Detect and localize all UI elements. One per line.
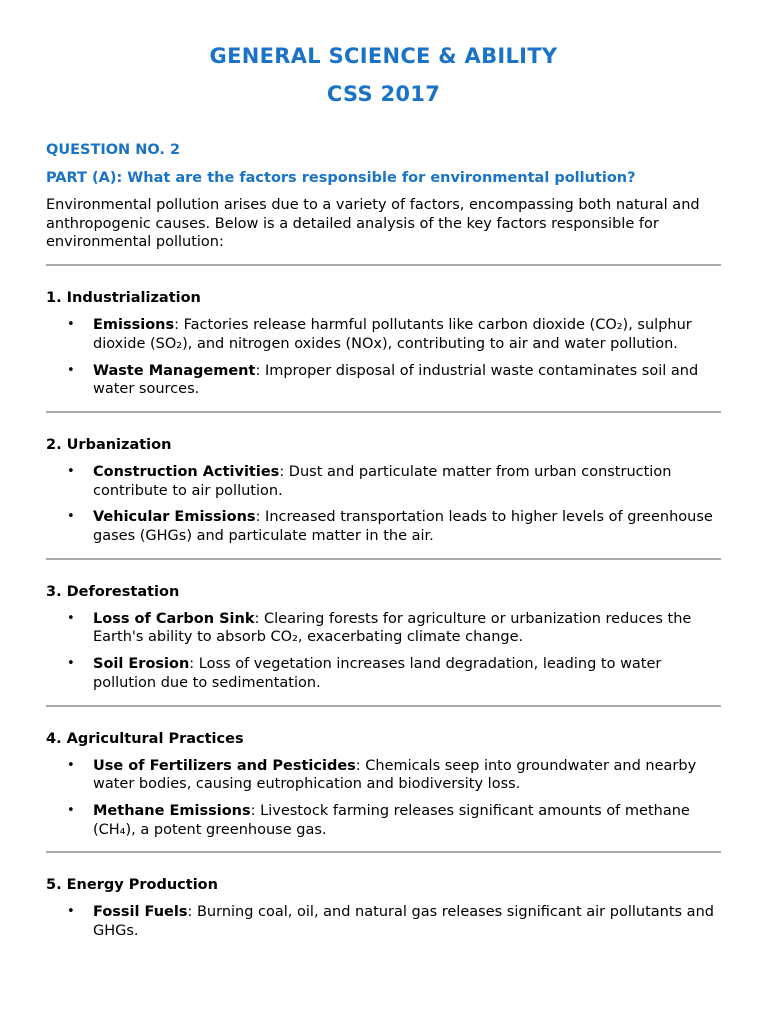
- list-item: [46, 655, 721, 692]
- section-title: 4. Agricultural Practices: [46, 730, 244, 747]
- section-title: 1. Industrialization: [46, 290, 201, 307]
- bullet-icon: •: [67, 610, 75, 626]
- bullet-list: [46, 903, 721, 940]
- bullet-icon: •: [67, 463, 75, 479]
- item-term: Loss of Carbon Sink: [93, 610, 255, 627]
- bullet-list: [46, 610, 721, 693]
- document-title: GENERAL SCIENCE & ABILITY: [209, 44, 558, 68]
- section-industrialization: [46, 288, 721, 413]
- list-item: [46, 903, 721, 940]
- section-divider: [46, 264, 721, 266]
- item-text: : Dust and particulate matter from urban construction contribute to air pollution.: [93, 463, 672, 499]
- list-item: [46, 757, 721, 794]
- item-term: Methane Emissions: [93, 802, 251, 819]
- bullet-icon: •: [67, 904, 75, 920]
- section-urbanization: [46, 435, 721, 560]
- bullet-list: [46, 463, 721, 546]
- section-energy-production: [46, 875, 721, 940]
- list-item: [46, 802, 721, 839]
- bullet-list: [46, 316, 721, 399]
- section-divider: [46, 851, 721, 853]
- item-term: Construction Activities: [93, 463, 280, 480]
- item-term: Fossil Fuels: [93, 904, 188, 921]
- bullet-icon: •: [67, 757, 75, 773]
- section-title: 3. Deforestation: [46, 583, 180, 600]
- section-agricultural-practices: [46, 729, 721, 854]
- bullet-icon: •: [67, 362, 75, 378]
- intro-paragraph: Environmental pollution arises due to a variety of factors, encompassing both natural and anthropogenic causes. Below is a detailed analysis of the key factors responsible for environmental pollution:: [46, 197, 700, 251]
- bullet-list: [46, 757, 721, 840]
- bullet-icon: •: [67, 656, 75, 672]
- list-item: [46, 508, 721, 545]
- section-title: 2. Urbanization: [46, 436, 172, 453]
- item-text: : Burning coal, oil, and natural gas releases significant air pollutants and GHGs.: [93, 904, 714, 940]
- item-text: : Livestock farming releases significant amounts of methane (CH₄), a potent greenhouse gas.: [93, 802, 690, 838]
- item-text: : Loss of vegetation increases land degradation, leading to water pollution due to sedimentation.: [93, 656, 662, 691]
- item-term: Emissions: [93, 317, 175, 334]
- section-divider: [46, 411, 721, 413]
- item-text: : Improper disposal of industrial waste contaminates soil and water sources.: [93, 362, 699, 398]
- list-item: [46, 362, 721, 399]
- list-item: [46, 463, 721, 500]
- question-number: QUESTION NO. 2: [46, 142, 181, 158]
- item-text: : Clearing forests for agriculture or urbanization reduces the Earth's ability to absorb CO₂, exacerbating climate change.: [93, 610, 692, 646]
- document-subtitle: CSS 2017: [326, 82, 441, 106]
- list-item: [46, 610, 721, 647]
- bullet-icon: •: [67, 509, 75, 525]
- item-term: Waste Management: [93, 362, 256, 379]
- item-term: Use of Fertilizers and Pesticides: [93, 757, 356, 774]
- section-divider: [46, 705, 721, 707]
- list-item: [46, 316, 721, 353]
- bullet-icon: •: [67, 317, 75, 333]
- part-heading: PART (A): What are the factors responsible for environmental pollution?: [46, 170, 636, 186]
- section-title: 5. Energy Production: [46, 877, 218, 894]
- item-text: : Chemicals seep into groundwater and nearby water bodies, causing eutrophication and biodiversity loss.: [93, 757, 697, 793]
- item-term: Vehicular Emissions: [93, 509, 256, 526]
- item-text: : Increased transportation leads to higher levels of greenhouse gases (GHGs) and particulate matter in the air.: [93, 509, 713, 545]
- item-text: : Factories release harmful pollutants like carbon dioxide (CO₂), sulphur dioxide (SO₂), and nitrogen oxides (NOx), contributing to air and water pollution.: [93, 317, 692, 352]
- section-deforestation: [46, 582, 721, 707]
- bullet-icon: •: [67, 802, 75, 818]
- section-divider: [46, 558, 721, 560]
- item-term: Soil Erosion: [93, 656, 190, 673]
